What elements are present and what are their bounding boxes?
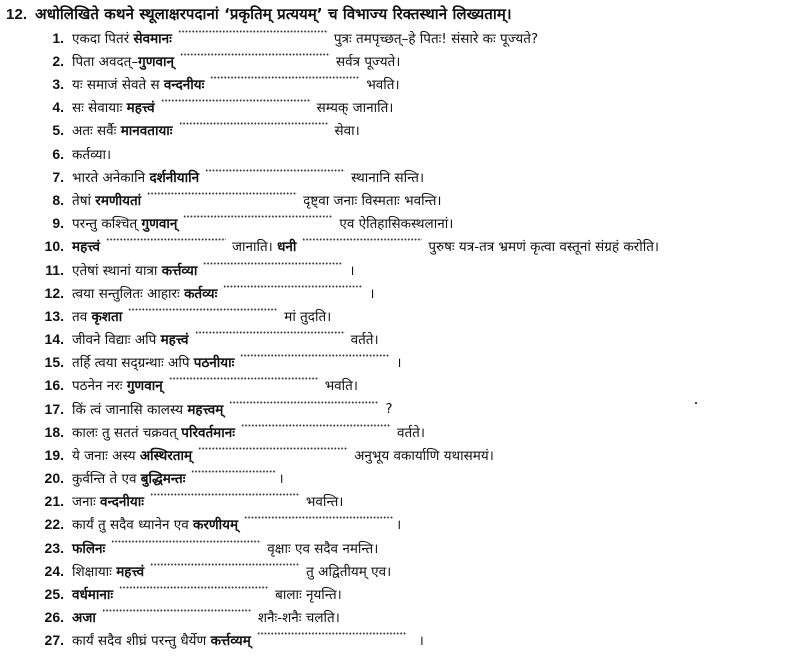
exercise-item [34,166,424,188]
item-text-after: भवति। [324,378,358,394]
item-text-before: तर्हि त्वया सद्ग्रन्थाः अपि [72,355,190,371]
item-bold-word: मानवतायाः [120,123,173,139]
answer-blank[interactable] [198,447,348,457]
item-text-before: कार्यं तु सदैव ध्यानेन एव [72,517,189,533]
exercise-item [34,189,442,211]
item-text-after: एव ऐतिहासिकस्थलानां। [339,216,454,232]
item-text-after: । [349,263,355,279]
answer-blank[interactable] [179,122,329,132]
item-bold-word: परिवर्तमानः [181,425,235,441]
item-bold-word: महत्त्वं [126,100,155,116]
item-text-before: शिक्षायाः [72,564,112,580]
item-text-before: अतः सर्वैः [72,123,117,139]
item-text-after: तु अद्वितीयम् एव। [306,564,392,580]
item-text-after: । [396,355,402,371]
answer-blank[interactable] [102,609,252,619]
item-text-after: पुत्रः तमपृच्छत्–हे पितः! संसारे कः पूज्यते? [333,31,539,47]
answer-blank[interactable] [257,632,407,642]
answer-blank[interactable] [223,285,363,295]
item-bold-word: पठनीयाः [193,355,235,371]
item-text-after: । [418,633,424,649]
item-bold-word: फलिनः [72,541,106,557]
answer-blank[interactable] [183,215,333,225]
answer-blank[interactable] [150,563,300,573]
exercise-item [34,513,401,535]
item-bold-word: गुणवान् [138,54,174,70]
item-number: 2. [52,53,64,69]
item-number: 19. [44,447,64,463]
exercise-item [34,328,379,350]
answer-blank[interactable] [229,401,379,411]
item-number: 3. [52,76,64,92]
answer-blank[interactable] [147,192,297,202]
item-number: 22. [44,516,64,532]
answer-blank[interactable] [205,169,345,179]
item-bold-word: कर्त्तव्यम् [210,633,251,649]
answer-blank[interactable] [241,424,391,434]
item-bold-word: महत्त्वम् [187,402,224,418]
item-bold-word: अस्थिरताम् [139,448,193,464]
item-text-before: एतेषां स्थानां यात्रा [72,263,158,279]
item-number: 14. [44,331,64,347]
exercise-item [34,398,393,420]
exercise-item [34,583,342,605]
item-text-before: जनाः [72,494,96,510]
answer-blank[interactable] [180,53,330,63]
item-text-before: कुर्वन्ति ते एव [72,471,137,487]
item-text-after: । [369,286,375,302]
answer-blank[interactable] [119,586,269,596]
item-text-before: कालः तु सततं चक्रवत् [72,425,177,441]
item-text-before: परन्तु कश्चित् [72,216,138,232]
answer-blank[interactable] [178,30,328,40]
answer-blank[interactable] [169,377,319,387]
item-number: 26. [44,609,64,625]
item-text-after: भवति। [366,77,400,93]
answer-blank[interactable] [191,470,276,480]
item-number: 13. [44,308,64,324]
exercise-item [34,73,400,95]
item-number: 25. [44,586,64,602]
item-text-after: । [396,517,402,533]
item-text-before: एकदा पितरं [72,31,130,47]
answer-blank[interactable] [203,262,343,272]
answer-blank[interactable] [128,308,278,318]
item-bold-word: करणीयम् [193,517,239,533]
item-bold-word: गुणवान् [126,378,163,394]
item-text-before: किं त्वं जानासि कालस्य [72,402,184,418]
exercise-item [34,537,378,559]
item-text-after: दृष्ट्वा जनाः विस्मताः भवन्ति। [303,193,442,209]
item-text-after: सर्वत्र पूज्यते। [335,54,401,70]
answer-blank[interactable] [111,540,261,550]
item-text-before: कर्तव्या। [72,147,112,163]
answer-blank[interactable] [106,238,226,248]
item-bold-word: गुणवान् [141,216,178,232]
item-number: 24. [44,563,64,579]
item-text-after: भवन्ति। [305,494,344,510]
item-text-after: । [278,471,284,487]
item-bold-word: वर्धमानाः [72,587,114,603]
exercise-item [34,259,354,281]
item-bold-word: बुद्धिमन्तः [140,471,186,487]
item-text-before: सः सेवायाः [72,100,123,116]
item-number: 18. [44,424,64,440]
item-number: 7. [52,169,64,185]
question-heading [6,4,512,24]
answer-blank[interactable] [210,76,360,86]
item-text-before: त्वया सन्तुलितः आहारः [72,286,180,302]
item-bold-word: कर्तव्यः [184,286,218,302]
item-number: 21. [44,493,64,509]
answer-blank-2[interactable] [302,238,422,248]
item-number: 27. [44,632,64,648]
scan-speck [695,402,697,404]
exercise-item [34,282,374,304]
item-number: 8. [52,192,64,208]
item-text-after: वृक्षाः एव सदैव नमन्ति। [267,541,379,557]
exercise-item [34,143,111,165]
exercise-item [34,96,393,118]
item-text-after: सम्यक् जानाति। [316,100,394,116]
item-text-after: अनुभूय वकार्याणि यथासमयं। [354,448,494,464]
answer-blank[interactable] [161,99,311,109]
exercise-item [34,490,343,512]
exercise-item [34,606,340,628]
exercise-item [34,119,360,141]
answer-blank[interactable] [195,331,345,341]
item-number: 12. [44,285,64,301]
exercise-item [34,50,400,72]
item-number: 16. [44,377,64,393]
item-text-after: वर्तते। [396,425,425,441]
item-bold-word: महत्त्वं [116,564,145,580]
item-text-after: मां तुदति। [284,309,332,325]
answer-blank[interactable] [240,354,390,364]
item-text-before: तव [72,309,88,325]
item-text-after: ? [385,401,393,417]
item-text-before: ये जनाः अस्य [72,448,136,464]
exercise-item [34,467,284,489]
item-text-before: जीवने विद्याः अपि [72,332,157,348]
item-text-after: शनैः-शनैः चलति। [257,610,340,626]
item-text-before: भारते अनेकानि [72,170,146,186]
item-bold-word: महत्त्वं [160,332,189,348]
item-text-before: कार्यं सदैव शीघ्रं परन्तु धैर्येण [72,633,207,649]
item-text-middle: जानाति। [231,239,273,255]
item-text-after: पुरुषः यत्र-तत्र भ्रमणं कृत्वा वस्तूनां संग्रहं करोति। [428,239,660,255]
item-number: 10. [44,238,64,254]
item-number: 6. [52,146,64,162]
item-text-before: तेषां [72,193,91,209]
exercise-item [34,444,494,466]
item-number: 4. [52,99,64,115]
item-text-before: पठनेन नरः [72,378,123,394]
item-bold-word: दर्शनीयानि [149,170,200,186]
exercise-item [34,235,659,257]
question-number: 12. [6,6,28,23]
item-number: 17. [44,401,64,417]
exercise-item [34,374,358,396]
item-text-before: यः समाजं सेवते स [72,77,160,93]
exercise-item [34,629,424,651]
item-bold-word-2: धनी [277,239,297,255]
item-bold-word: महत्त्वं [72,239,100,255]
item-number: 5. [52,122,64,138]
item-number: 11. [45,262,64,278]
item-bold-word: रमणीयतां [95,193,142,209]
item-text-before: पिता अवदत्– [72,54,139,70]
item-text-after: वर्तते। [350,332,379,348]
item-text-after: सेवा। [334,123,360,139]
item-bold-word: वन्दनीयः [163,77,205,93]
exercise-item [34,351,401,373]
item-number: 20. [44,470,64,486]
exercise-item [34,27,538,49]
item-number: 23. [44,540,64,556]
item-bold-word: वन्दनीयाः [100,494,144,510]
answer-blank[interactable] [150,493,300,503]
item-number: 1. [52,30,64,46]
answer-blank[interactable] [244,516,394,526]
item-bold-word: कृशता [91,309,123,325]
exercise-item [34,421,425,443]
exercise-item [34,212,453,234]
item-text-after: बालाः नृयन्ति। [275,587,342,603]
exercise-item [34,305,331,327]
question-instruction: अधोलिखिते कथने स्थूलाक्षरपदानां ‘प्रकृतिम् प्रत्ययम्’ च विभाज्य रिक्तस्थाने लिख्यताम्। [35,5,512,23]
exercise-item [34,560,391,582]
item-number: 9. [52,215,64,231]
item-text-after: स्थानानि सन्ति। [351,170,425,186]
item-number: 15. [44,354,64,370]
item-bold-word: कर्त्तव्या [161,263,198,279]
item-bold-word: अजा [72,610,96,626]
item-bold-word: सेवमानः [133,31,172,47]
